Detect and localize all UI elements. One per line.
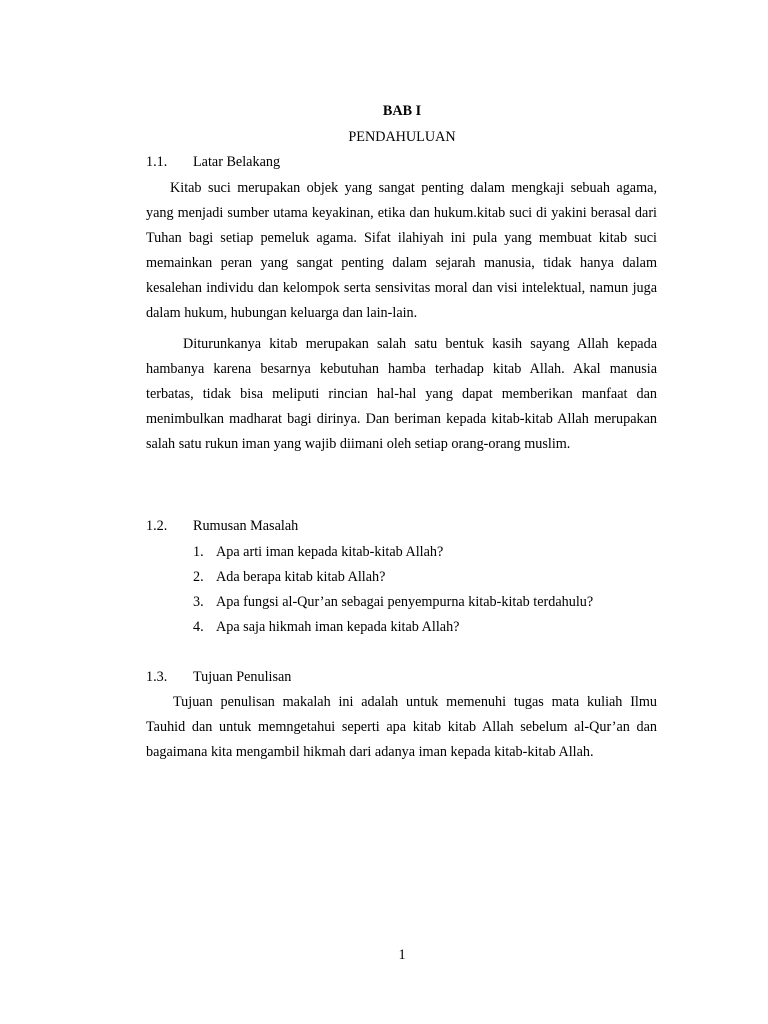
list-item [193, 619, 459, 636]
section-number: 1.2. [146, 518, 168, 534]
list-item [193, 544, 443, 561]
list-text: Ada berapa kitab kitab Allah? [216, 569, 386, 585]
section-heading: Tujuan Penulisan [193, 669, 292, 685]
page-number: 1 [398, 947, 406, 963]
section-heading: Rumusan Masalah [193, 518, 299, 534]
paragraph: Tujuan penulisan makalah ini adalah untuk memenuhi tugas mata kuliah Ilmu Tauhid dan untuk memngetahui seperti apa kitab kitab Allah sebelum al-Qur’an dan bagaimana kita mengambil hikmah dari adanya iman kepada kitab-kitab Allah. [146, 694, 657, 760]
chapter-label: BAB I [382, 103, 422, 119]
paragraph: Kitab suci merupakan objek yang sangat penting dalam mengkaji sebuah agama, yang menjadi sumber utama keyakinan, etika dan hukum.kitab suci di yakini berasal dari Tuhan bagi setiap pemeluk agama. Sifat ilahiyah ini pula yang membuat kitab suci memainkan peran yang sangat penting dalam sejarah manusia, tidak hanya dalam kesalehan individu dan kelompok serta sensivitas moral dan visi intelektual, namun juga dalam hukum, hubungan keluarga dan lain-lain. [146, 180, 657, 321]
paragraph: Diturunkanya kitab merupakan salah satu bentuk kasih sayang Allah kepada hambanya karena besarnya kebutuhan hamba terhadap kitab Allah. Akal manusia terbatas, tidak bisa meliputi rincian hal-hal yang dapat memberikan manfaat dan menimbulkan madharat bagi dirinya. Dan beriman kepada kitab-kitab Allah merupakan salah satu rukun iman yang wajib diimani oleh setiap orang-orang muslim. [146, 336, 657, 452]
list-number: 1. [193, 544, 204, 560]
list-item [193, 569, 385, 586]
list-text: Apa arti iman kepada kitab-kitab Allah? [216, 544, 444, 560]
list-number: 2. [193, 569, 204, 585]
list-number: 3. [193, 594, 204, 610]
section-number: 1.3. [146, 669, 168, 685]
list-item [193, 594, 593, 611]
section-number: 1.1. [146, 154, 168, 170]
chapter-title: PENDAHULUAN [348, 129, 456, 145]
list-number: 4. [193, 619, 204, 635]
section-heading: Latar Belakang [193, 154, 281, 170]
list-text: Apa fungsi al-Qur’an sebagai penyempurna kitab-kitab terdahulu? [216, 594, 594, 610]
list-text: Apa saja hikmah iman kepada kitab Allah? [216, 619, 460, 635]
